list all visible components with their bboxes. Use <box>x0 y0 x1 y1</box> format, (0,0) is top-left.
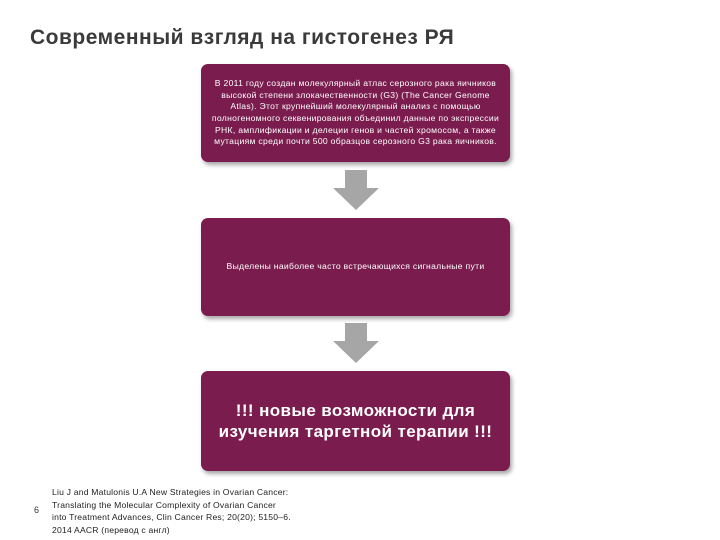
atlas-info-box <box>201 64 510 162</box>
atlas-info-text: В 2011 году создан молекулярный атлас серозного рака яичников высокой степени злокачественности (G3) (The Cancer Genome Atlas). Этот крупнейший молекулярный анализ с помощью полногеномного секвенирования объединил данные по экспрессии РНК, амплификации и делеции генов и частей хромосом, а также мутациям среди почти 500 образцов серозного G3 рака яичников. <box>211 78 500 147</box>
down-arrow-icon <box>333 170 379 210</box>
reference-line: 2014 AACR (перевод с англ) <box>52 524 170 535</box>
reference-citation <box>52 486 291 536</box>
slide-title: Современный взгляд на гистогенез РЯ <box>30 26 455 49</box>
down-arrow-icon <box>333 323 379 363</box>
slide-number: 6 <box>34 505 40 515</box>
signaling-pathways-text: Выделены наиболее часто встречающихся сигнальные пути <box>226 261 485 272</box>
reference-line: Liu J and Matulonis U.A New Strategies in Ovarian Cancer: <box>52 487 289 497</box>
reference-line: Translating the Molecular Complexity of Ovarian Cancer <box>52 499 276 510</box>
signaling-pathways-box <box>201 218 510 316</box>
targeted-therapy-box <box>201 371 510 471</box>
targeted-therapy-text: !!! новые возможности для изучения таргетной терапии !!! <box>218 401 493 441</box>
reference-line: into Treatment Advances, Clin Cancer Res; 20(20); 5150–6. <box>52 512 291 522</box>
